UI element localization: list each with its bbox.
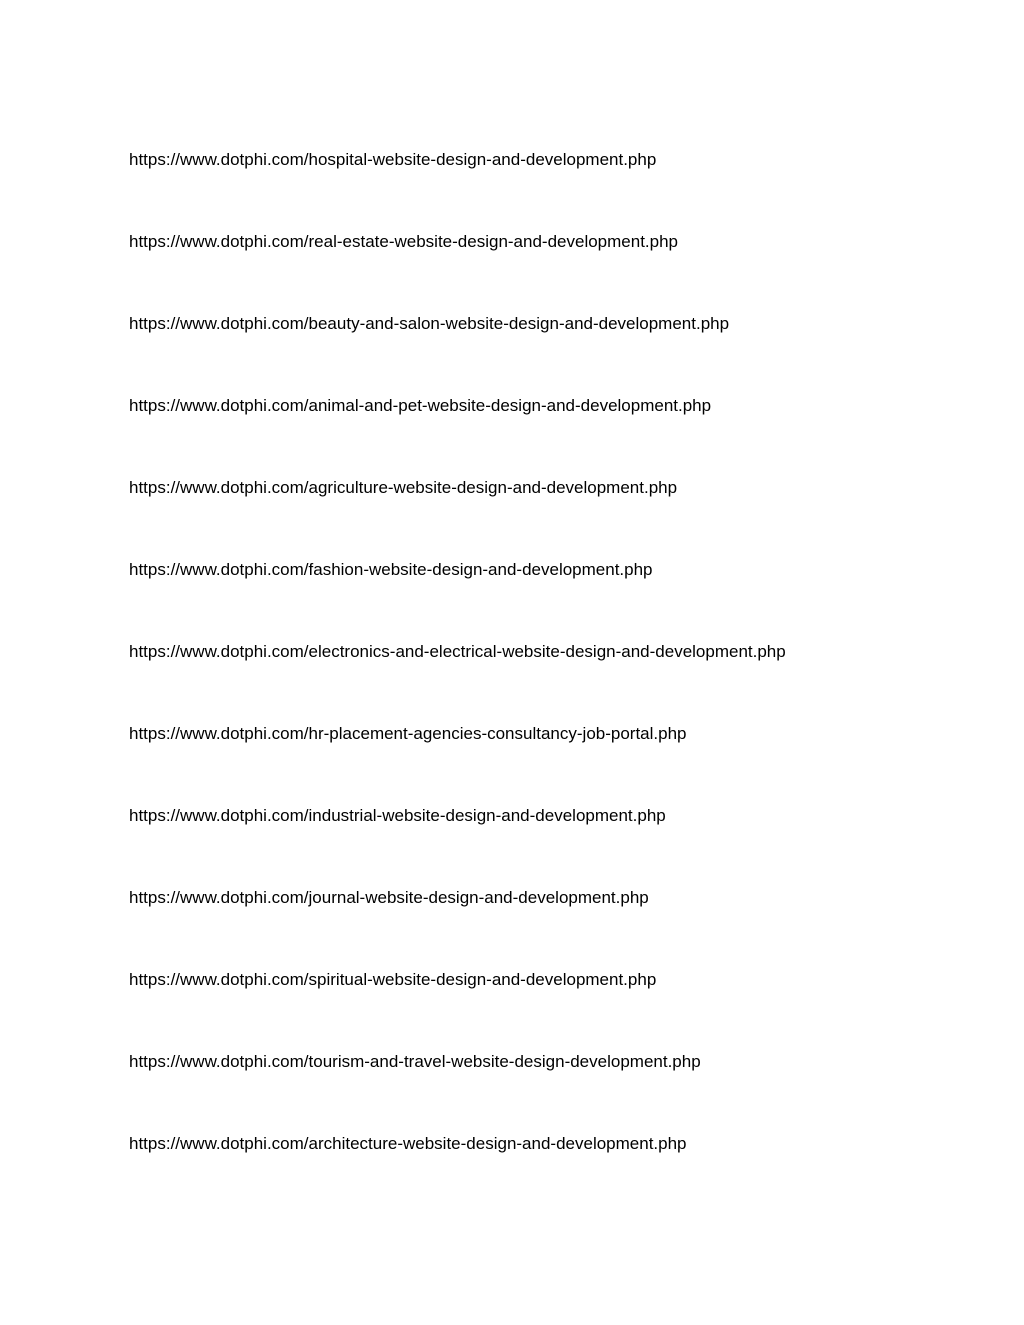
url-line-hr-placement: https://www.dotphi.com/hr-placement-agencies-consultancy-job-portal.php	[129, 724, 687, 743]
url-line-hospital: https://www.dotphi.com/hospital-website-design-and-development.php	[129, 150, 657, 169]
url-line-electronics-and-electrical: https://www.dotphi.com/electronics-and-electrical-website-design-and-development.php	[129, 642, 786, 661]
url-line-fashion: https://www.dotphi.com/fashion-website-design-and-development.php	[129, 560, 653, 579]
url-line-journal: https://www.dotphi.com/journal-website-design-and-development.php	[129, 888, 649, 907]
url-list	[129, 149, 786, 1215]
url-line-spiritual: https://www.dotphi.com/spiritual-website-design-and-development.php	[129, 970, 657, 989]
url-line-architecture: https://www.dotphi.com/architecture-website-design-and-development.php	[129, 1134, 687, 1153]
url-line-industrial: https://www.dotphi.com/industrial-website-design-and-development.php	[129, 806, 666, 825]
url-line-beauty-and-salon: https://www.dotphi.com/beauty-and-salon-website-design-and-development.php	[129, 314, 730, 333]
url-line-tourism-and-travel: https://www.dotphi.com/tourism-and-travel-website-design-development.php	[129, 1052, 701, 1071]
url-line-animal-and-pet: https://www.dotphi.com/animal-and-pet-website-design-and-development.php	[129, 396, 712, 415]
url-line-agriculture: https://www.dotphi.com/agriculture-website-design-and-development.php	[129, 478, 678, 497]
url-line-real-estate: https://www.dotphi.com/real-estate-website-design-and-development.php	[129, 232, 679, 251]
